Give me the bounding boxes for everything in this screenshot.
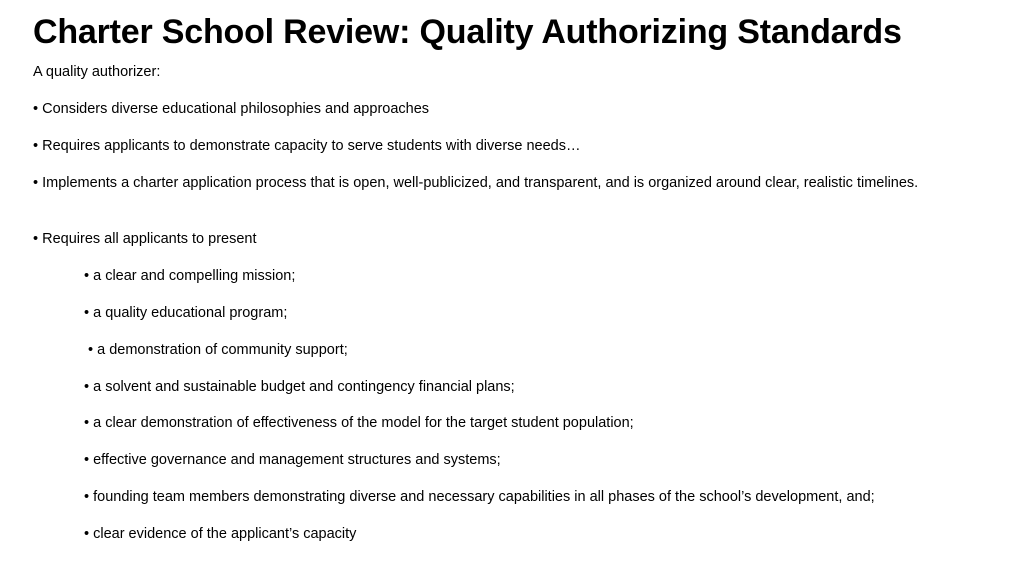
sub-bullet-governance: • effective governance and management structures and systems; (84, 452, 501, 468)
sub-bullet-community-support: • a demonstration of community support; (88, 342, 348, 358)
sub-bullet-capacity: • clear evidence of the applicant’s capacity (84, 526, 357, 542)
bullet-applicants-present: • Requires all applicants to present (33, 231, 257, 247)
bullet-diverse-needs: • Requires applicants to demonstrate capacity to serve students with diverse needs… (33, 138, 581, 154)
bullet-application-process: • Implements a charter application process that is open, well-publicized, and transparent, and is organized around clear, realistic timelines. (33, 175, 919, 191)
sub-bullet-founding-team: • founding team members demonstrating diverse and necessary capabilities in all phases of the school’s development, and; (84, 489, 875, 505)
sub-bullet-program: • a quality educational program; (84, 305, 288, 321)
sub-bullet-budget: • a solvent and sustainable budget and contingency financial plans; (84, 379, 515, 395)
slide-title: Charter School Review: Quality Authorizing Standards (33, 13, 902, 51)
bullet-philosophies: • Considers diverse educational philosophies and approaches (33, 101, 430, 117)
sub-bullet-mission: • a clear and compelling mission; (84, 268, 296, 284)
intro-text: A quality authorizer: (33, 64, 161, 80)
sub-bullet-effectiveness: • a clear demonstration of effectiveness of the model for the target student population; (84, 415, 634, 431)
